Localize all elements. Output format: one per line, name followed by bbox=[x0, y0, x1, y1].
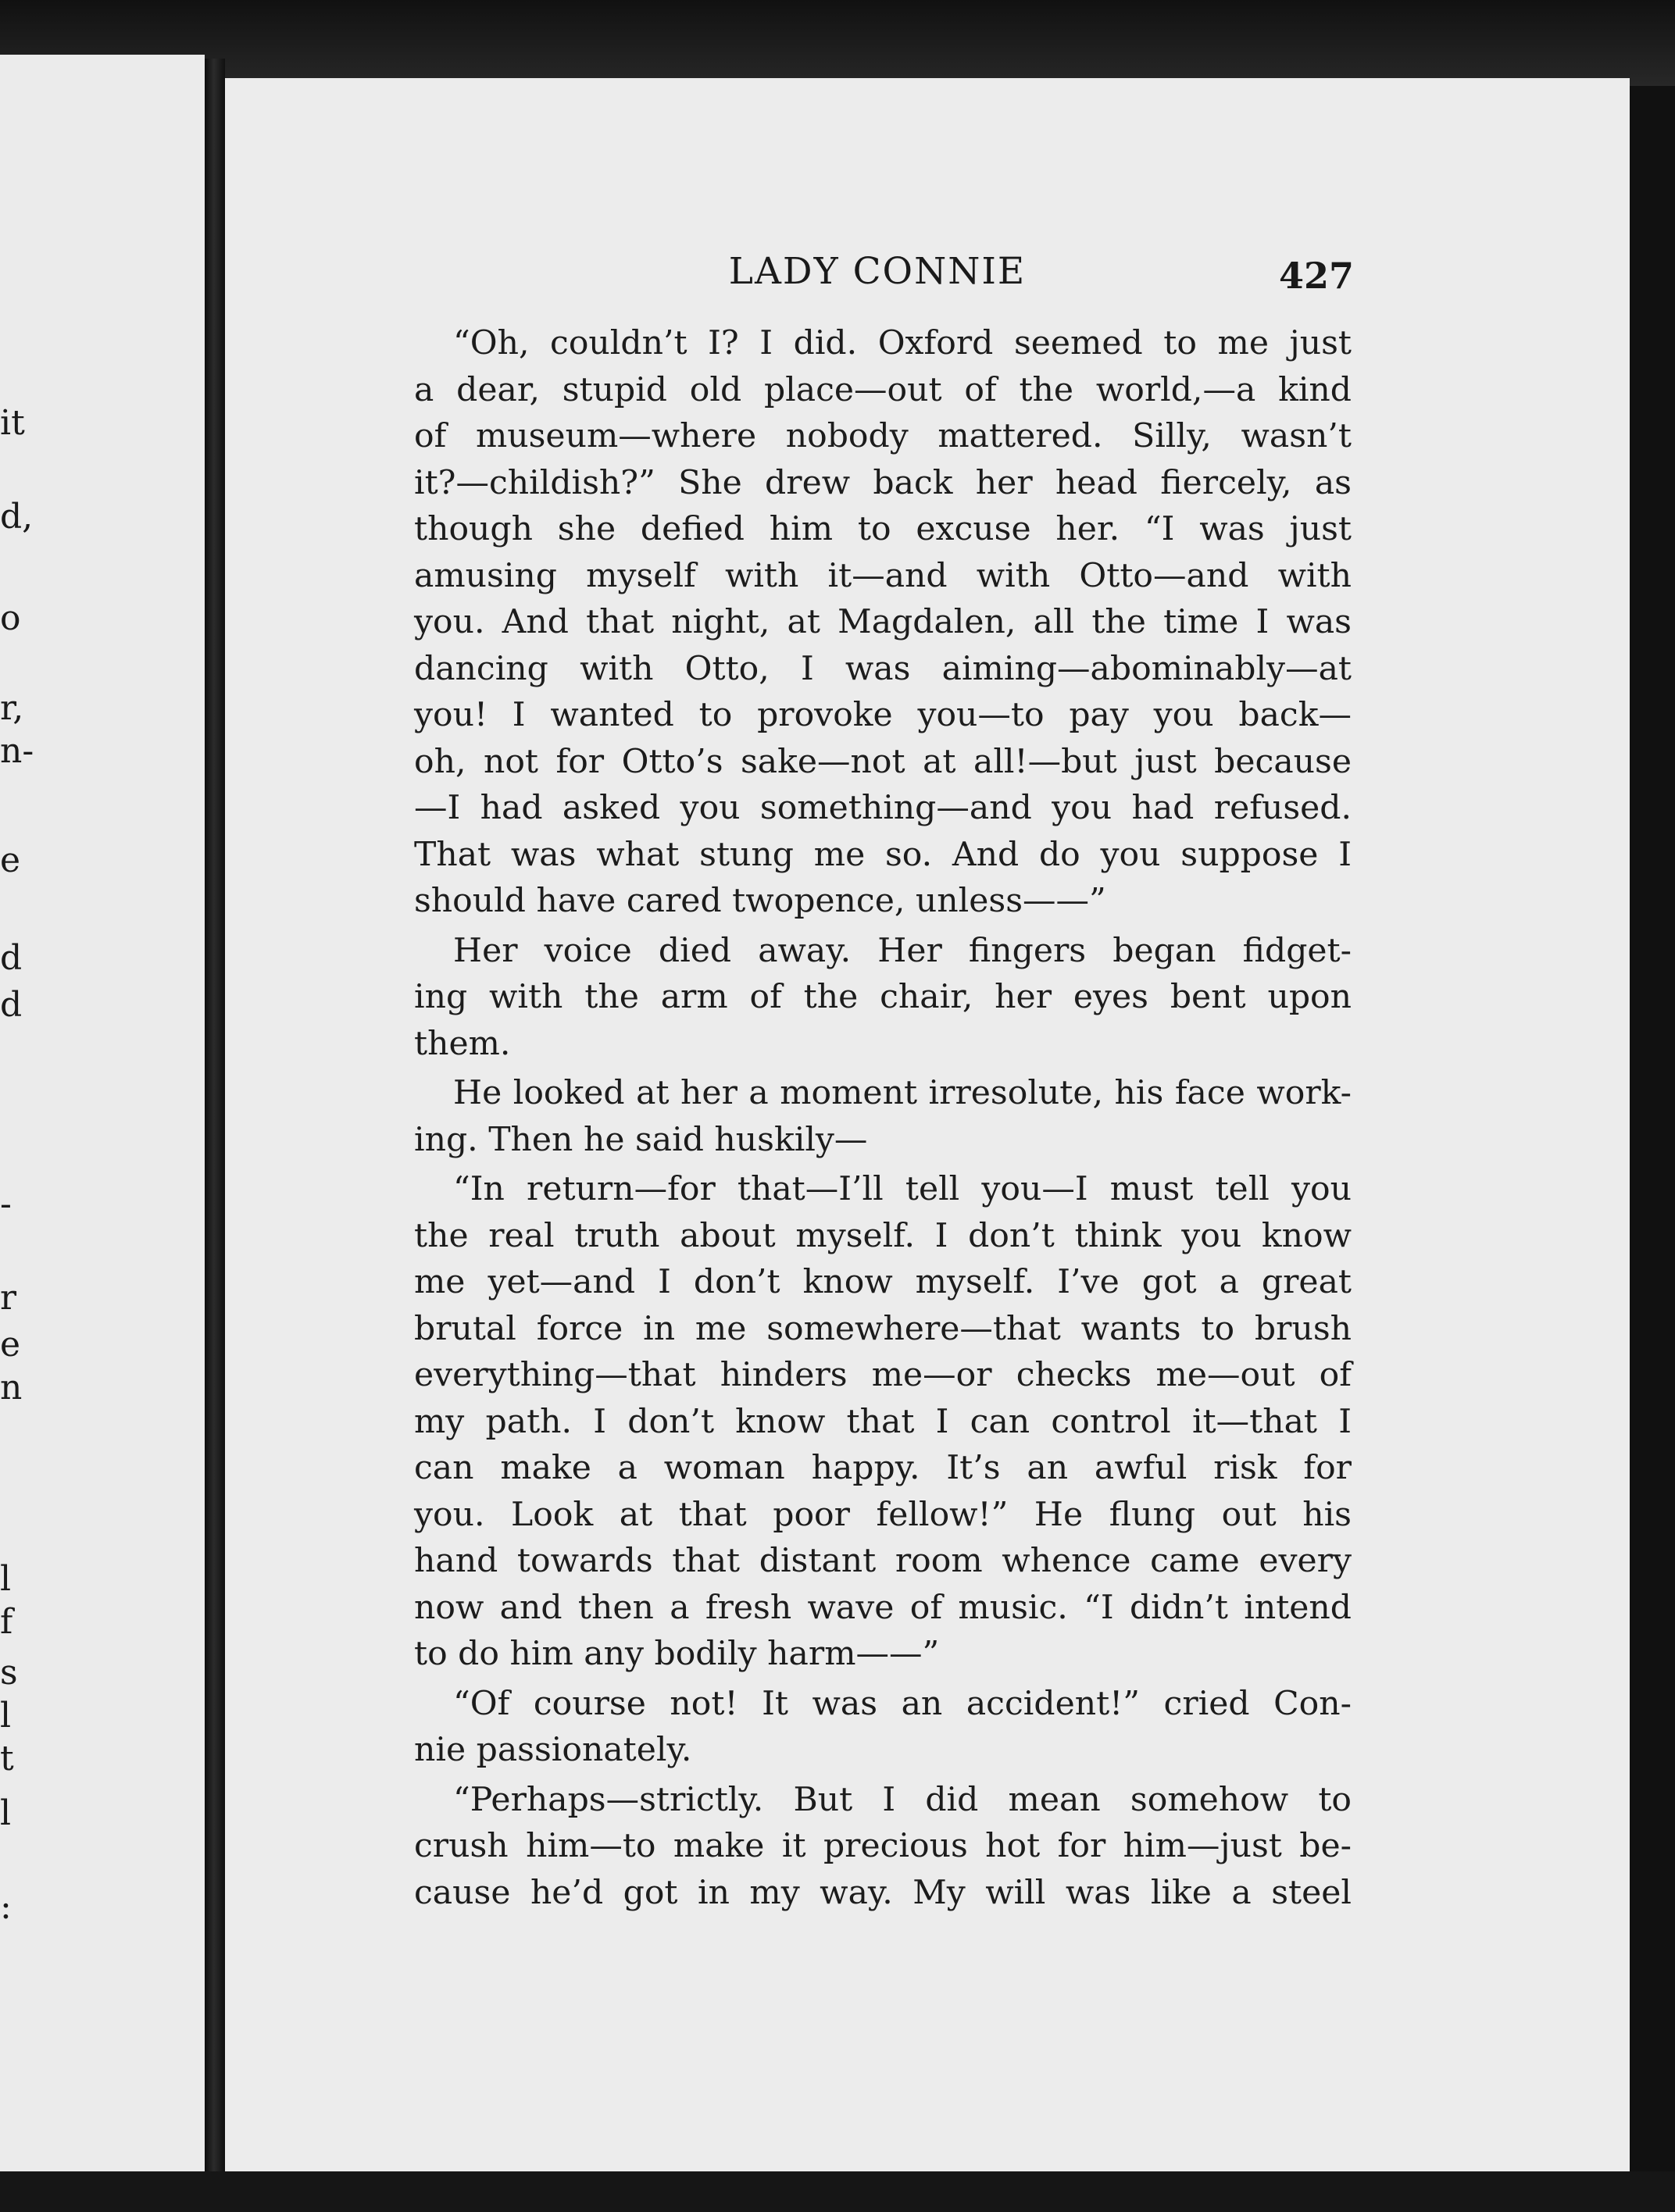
text-line: me yet—and I don’t know myself. I’ve got a great bbox=[414, 1263, 1352, 1301]
text-line: “Of course not! It was an accident!” cried Con- bbox=[453, 1684, 1352, 1723]
text-line: dancing with Otto, I was aiming—abominably—at bbox=[414, 649, 1352, 688]
text-line: it?—childish?” She drew back her head fiercely, as bbox=[414, 463, 1352, 502]
left-page-fragment: f bbox=[0, 1602, 13, 1642]
text-line: now and then a fresh wave of music. “I didn’t intend bbox=[414, 1588, 1352, 1627]
text-line: though she defied him to excuse her. “I was just bbox=[414, 510, 1352, 548]
text-line: my path. I don’t know that I can control it—that I bbox=[414, 1402, 1352, 1441]
text-line: you. Look at that poor fellow!” He flung out his bbox=[414, 1495, 1352, 1534]
text-line: the real truth about myself. I don’t think you know bbox=[414, 1216, 1352, 1255]
page-header bbox=[424, 250, 1354, 305]
left-page-fragment: o bbox=[0, 598, 21, 638]
text-line: oh, not for Otto’s sake—not at all!—but just because bbox=[414, 742, 1352, 781]
text-line: amusing myself with it—and with Otto—and with bbox=[414, 556, 1352, 595]
left-page-fragment: e bbox=[0, 840, 21, 880]
text-line: brutal force in me somewhere—that wants to brush bbox=[414, 1309, 1352, 1348]
left-page-fragment: l bbox=[0, 1559, 12, 1599]
scan-background-bottom bbox=[0, 2171, 1675, 2212]
text-line: nie passionately. bbox=[414, 1731, 692, 1769]
paragraph bbox=[414, 1777, 1352, 1917]
text-line: crush him—to make it precious hot for him—just be- bbox=[414, 1827, 1352, 1865]
left-page-fragment: n bbox=[0, 1368, 23, 1407]
text-line: ing. Then he said huskily— bbox=[414, 1120, 868, 1159]
text-line: should have cared twopence, unless——” bbox=[414, 882, 1106, 920]
left-page-edge bbox=[0, 55, 205, 2171]
left-page-fragment: t bbox=[0, 1739, 14, 1779]
text-line: them. bbox=[414, 1024, 511, 1063]
left-page-fragment: r bbox=[0, 1278, 17, 1318]
text-line: ing with the arm of the chair, her eyes bent upon bbox=[414, 978, 1352, 1016]
text-line: —I had asked you something—and you had refused. bbox=[414, 789, 1352, 827]
text-line: can make a woman happy. It’s an awful risk for bbox=[414, 1449, 1352, 1487]
text-line: Her voice died away. Her fingers began fidget- bbox=[453, 931, 1352, 970]
scan-background-right bbox=[1630, 86, 1675, 2212]
text-line: “In return—for that—I’ll tell you—I must tell you bbox=[453, 1170, 1352, 1208]
text-line: “Perhaps—strictly. But I did mean somehow to bbox=[453, 1780, 1352, 1819]
left-page-fragment: d bbox=[0, 938, 23, 978]
text-line: “Oh, couldn’t I? I did. Oxford seemed to me just bbox=[453, 324, 1352, 362]
text-line: He looked at her a moment irresolute, his face work- bbox=[453, 1074, 1352, 1112]
left-page-fragment: - bbox=[0, 1184, 12, 1224]
left-page-fragment: : bbox=[0, 1887, 12, 1927]
left-page-fragment: d bbox=[0, 985, 23, 1025]
left-page-fragment: l bbox=[0, 1793, 12, 1833]
text-line: a dear, stupid old place—out of the world,—a kind bbox=[414, 370, 1352, 409]
text-line: you. And that night, at Magdalen, all the time I was bbox=[414, 603, 1352, 641]
body-text bbox=[414, 320, 1352, 1916]
left-page-fragment: n- bbox=[0, 731, 34, 771]
left-page-fragment: d, bbox=[0, 497, 34, 537]
left-page-fragment: e bbox=[0, 1325, 21, 1365]
left-page-fragment: l bbox=[0, 1696, 12, 1736]
book-gutter bbox=[205, 59, 225, 2171]
paragraph bbox=[414, 928, 1352, 1068]
text-line: everything—that hinders me—or checks me—out of bbox=[414, 1356, 1352, 1394]
page-number: 427 bbox=[1278, 255, 1354, 297]
text-line: to do him any bodily harm——” bbox=[414, 1635, 940, 1673]
paragraph bbox=[414, 320, 1352, 925]
paragraph bbox=[414, 1070, 1352, 1163]
text-line: of museum—where nobody mattered. Silly, wasn’t bbox=[414, 417, 1352, 455]
text-line: That was what stung me so. And do you suppose I bbox=[414, 835, 1352, 874]
text-line: hand towards that distant room whence came every bbox=[414, 1542, 1352, 1580]
paragraph bbox=[414, 1681, 1352, 1774]
text-line: cause he’d got in my way. My will was like a steel bbox=[414, 1873, 1352, 1912]
text-line: you! I wanted to provoke you—to pay you back— bbox=[414, 696, 1352, 734]
paragraph bbox=[414, 1166, 1352, 1678]
left-page-fragment: it bbox=[0, 403, 25, 443]
left-page-fragment: r, bbox=[0, 688, 24, 728]
left-page-fragment: s bbox=[0, 1653, 18, 1693]
running-title: LADY CONNIE bbox=[728, 250, 1027, 293]
